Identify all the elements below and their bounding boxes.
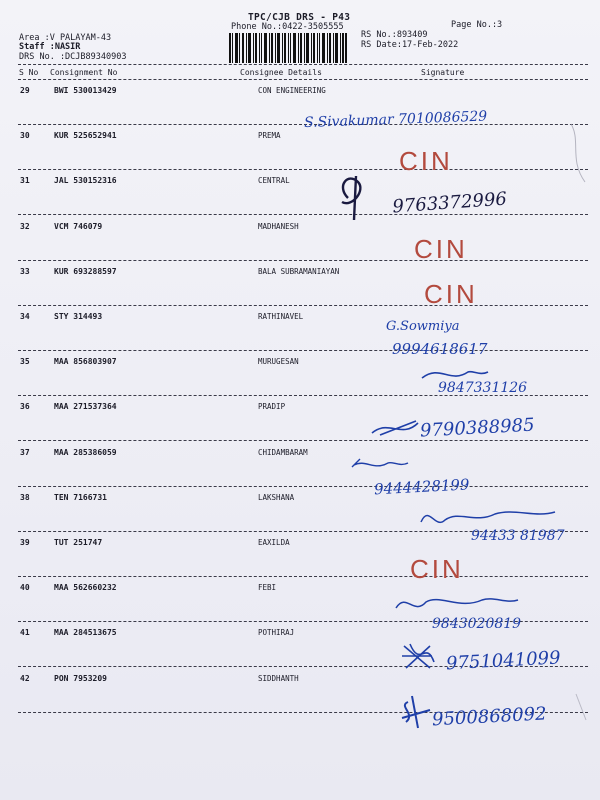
drs-number: DRS No. :DCJB89340903 xyxy=(19,52,127,62)
barcode-image xyxy=(229,33,347,63)
row-consignment-number: PON 7953209 xyxy=(54,673,107,683)
row-consignee-name: FEBI xyxy=(258,583,277,593)
signature-row-36 xyxy=(368,405,568,445)
row-serial-number: 32 xyxy=(20,221,30,231)
svg-text:CIN: CIN xyxy=(424,279,478,309)
signature-row-34 xyxy=(378,314,528,362)
svg-text:S.Sivakumar 7010086529: S.Sivakumar 7010086529 xyxy=(303,108,488,131)
row-consignee-name: PREMA xyxy=(258,131,281,141)
row-consignment-number: MAA 284513675 xyxy=(54,628,117,638)
signature-row-37 xyxy=(348,455,518,501)
row-divider xyxy=(18,576,588,577)
row-serial-number: 34 xyxy=(20,312,30,321)
row-serial-number: 30 xyxy=(20,131,30,141)
row-consignment-number: MAA 285386059 xyxy=(54,447,117,457)
document-title: TPC/CJB DRS - P43 xyxy=(248,12,351,23)
row-divider xyxy=(18,260,588,261)
row-consignment-number: TUT 251747 xyxy=(54,538,103,547)
row-serial-number: 38 xyxy=(20,492,30,502)
signature-row-32 xyxy=(410,228,480,268)
row-serial-number: 33 xyxy=(20,266,30,276)
svg-text:CIN: CIN xyxy=(414,234,468,264)
svg-text:9847331126: 9847331126 xyxy=(438,380,528,396)
svg-text:9444428199: 9444428199 xyxy=(373,475,470,499)
row-serial-number: 41 xyxy=(20,628,30,638)
scan-artifact xyxy=(565,120,595,190)
svg-text:9994618617: 9994618617 xyxy=(392,340,488,358)
svg-text:9790388985: 9790388985 xyxy=(419,414,536,442)
svg-text:9843020819: 9843020819 xyxy=(432,616,522,632)
row-consignment-number: TEN 7166731 xyxy=(54,492,107,502)
column-header-sno: S No xyxy=(19,68,39,77)
svg-text:9751041099: 9751041099 xyxy=(445,647,562,675)
area-label: Area :V PALAYAM-43 xyxy=(19,33,112,43)
signature-row-39 xyxy=(406,548,476,588)
row-serial-number: 35 xyxy=(20,357,30,367)
row-consignment-number: MAA 856803907 xyxy=(54,357,117,367)
row-serial-number: 29 xyxy=(20,86,30,95)
svg-text:CIN: CIN xyxy=(399,146,453,176)
row-consignment-number: KUR 525652941 xyxy=(54,131,117,141)
row-consignee-name: MURUGESAN xyxy=(258,357,299,367)
row-serial-number: 39 xyxy=(20,538,30,547)
row-consignee-name: POTHIRAJ xyxy=(258,628,295,638)
row-serial-number: 42 xyxy=(20,673,30,683)
row-serial-number: 37 xyxy=(20,447,30,457)
signature-row-29 xyxy=(300,108,540,132)
signature-row-41 xyxy=(400,638,590,678)
row-consignee-name: LAKSHANA xyxy=(258,492,295,502)
row-consignee-name: MADHANESH xyxy=(258,221,299,231)
svg-text:94433 81987: 94433 81987 xyxy=(471,528,565,544)
page-number: Page No.:3 xyxy=(451,20,503,30)
column-header-consignee: Consignee Details xyxy=(240,68,322,77)
rs-number: RS No.:893409 xyxy=(361,30,428,40)
row-consignee-name: SIDDHANTH xyxy=(258,673,299,683)
signature-row-31 xyxy=(328,168,528,226)
row-consignment-number: MAA 271537364 xyxy=(54,402,117,412)
column-header-signature: Signature xyxy=(421,68,465,77)
svg-text:9500868092: 9500868092 xyxy=(431,703,548,731)
divider xyxy=(18,64,588,65)
signature-row-33 xyxy=(420,273,490,313)
row-consignee-name: CON ENGINEERING xyxy=(258,86,326,95)
staff-label: Staff :NASIR xyxy=(19,42,81,52)
row-consignment-number: BWI 530013429 xyxy=(54,86,117,95)
row-consignee-name: RATHINAVEL xyxy=(258,312,304,321)
row-consignee-name: CENTRAL xyxy=(258,176,290,186)
row-divider xyxy=(18,305,588,306)
row-consignment-number: VCM 746079 xyxy=(54,221,103,231)
row-consignee-name: CHIDAMBARAM xyxy=(258,447,308,457)
row-consignment-number: MAA 562660232 xyxy=(54,583,117,593)
signature-row-42 xyxy=(396,690,576,736)
phone-number: Phone No.:0422-3505555 xyxy=(231,22,344,32)
signature-row-40 xyxy=(390,590,560,634)
row-consignment-number: STY 314493 xyxy=(54,312,103,321)
row-serial-number: 36 xyxy=(20,402,30,412)
row-consignment-number: KUR 693288597 xyxy=(54,266,117,276)
row-serial-number: 40 xyxy=(20,583,30,593)
signature-row-38 xyxy=(415,500,595,546)
column-header-consignment: Consignment No xyxy=(50,68,118,77)
svg-text:CIN: CIN xyxy=(410,554,464,584)
svg-text:9763372996: 9763372996 xyxy=(391,188,508,218)
divider xyxy=(18,79,588,80)
row-consignee-name: EAXILDA xyxy=(258,538,290,547)
scan-artifact xyxy=(572,690,592,730)
row-serial-number: 31 xyxy=(20,176,30,186)
signature-row-35 xyxy=(410,360,570,400)
row-consignee-name: BALA SUBRAMANIAYAN xyxy=(258,266,340,276)
row-consignment-number: JAL 530152316 xyxy=(54,176,117,186)
svg-text:G.Sowmiya: G.Sowmiya xyxy=(386,319,460,334)
row-consignee-name: PRADIP xyxy=(258,402,286,412)
rs-date: RS Date:17-Feb-2022 xyxy=(361,40,459,50)
